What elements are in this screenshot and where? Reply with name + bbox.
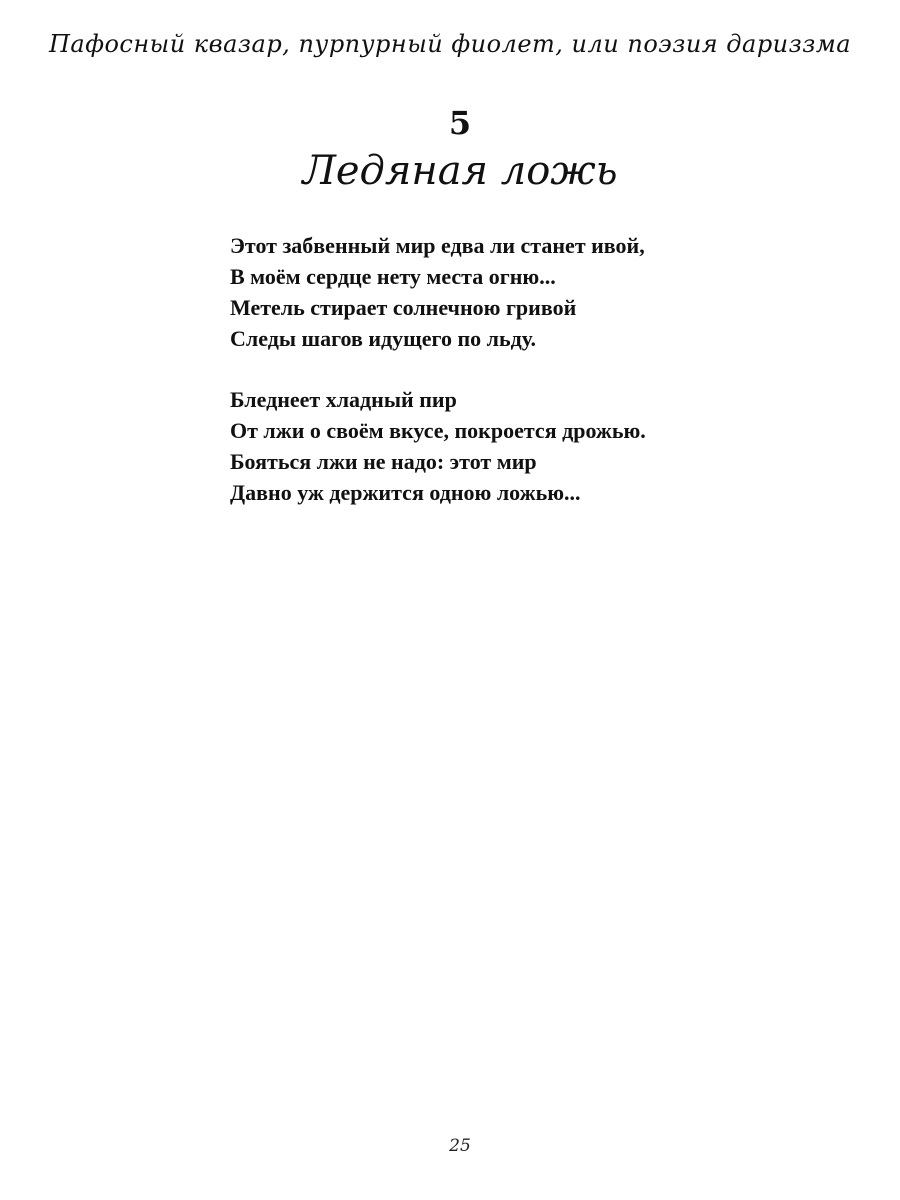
verse-line: Бояться лжи не надо: этот мир [230, 449, 537, 474]
verse-line: Этот забвенный мир едва ли станет ивой, [230, 233, 645, 258]
verse-line: Давно уж держится одною ложью... [230, 480, 581, 505]
page-number: 25 [449, 1136, 471, 1156]
running-header: Пафосный квазар, пурпурный фиолет, или поэзия дариззма [48, 30, 852, 58]
verse-line: От лжи о своём вкусе, покроется дрожью. [230, 418, 646, 443]
stanza-1 [230, 230, 870, 354]
poem [230, 230, 870, 538]
verse-line: Метель стирает солнечною гривой [230, 295, 577, 320]
chapter-number: 5 [448, 104, 472, 142]
stanza-2 [230, 384, 870, 508]
chapter-title: Ледяная ложь [302, 148, 618, 194]
verse-line: Бледнеет хладный пир [230, 387, 457, 412]
verse-line: Следы шагов идущего по льду. [230, 326, 537, 351]
verse-line: В моём сердце нету места огню... [230, 264, 556, 289]
